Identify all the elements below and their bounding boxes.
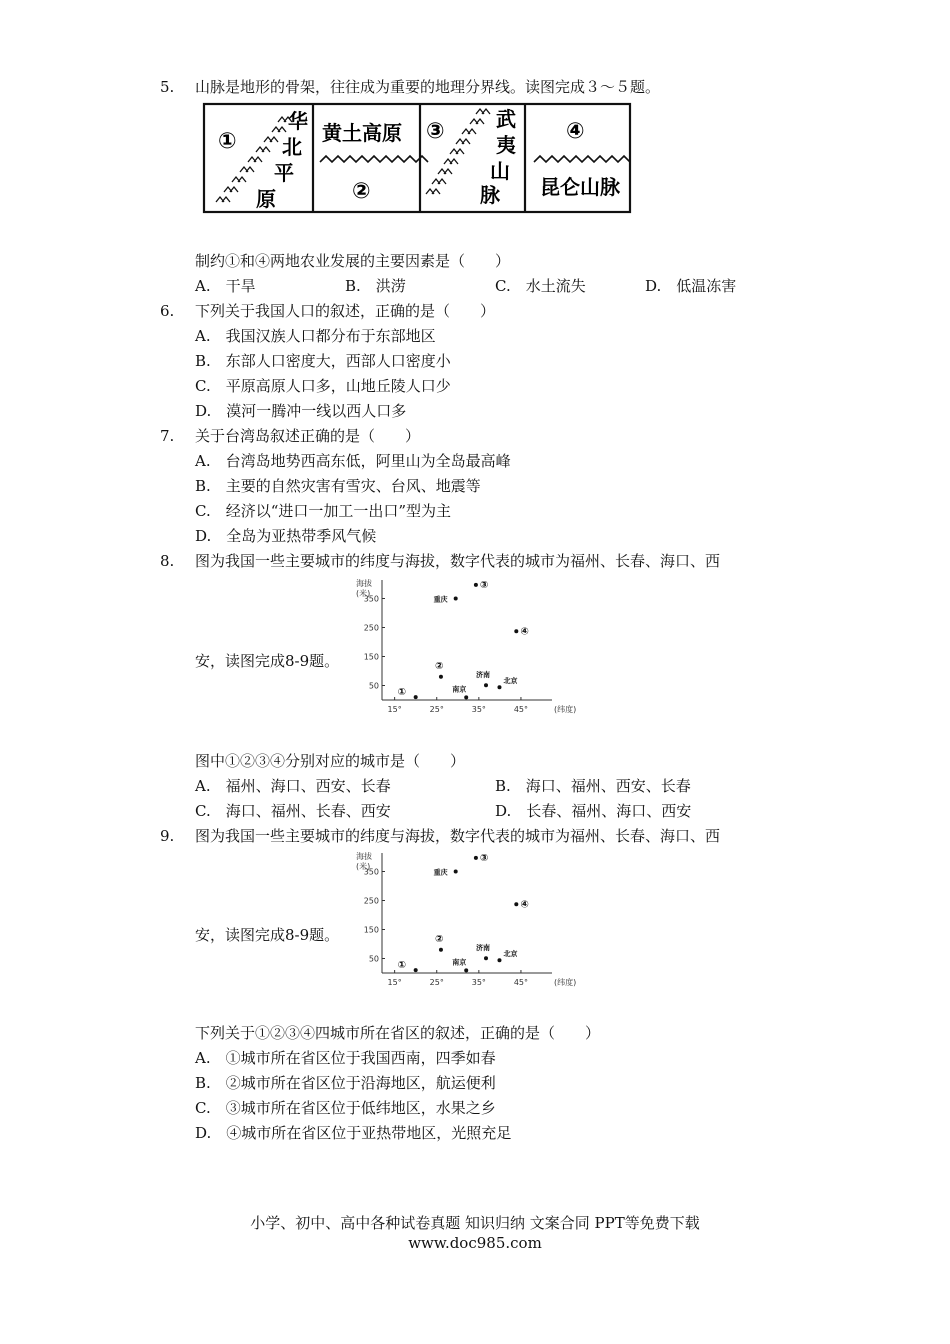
cell4-mark: ④: [566, 119, 585, 144]
data-point-label: 济南: [476, 944, 490, 953]
y-tick-label: 150: [363, 925, 379, 935]
q8-option-b: B. 海口、福州、西安、长春: [495, 777, 691, 795]
q5-option-d: D. 低温冻害: [645, 277, 737, 295]
q9-option-d: D. ④城市所在省区位于亚热带地区，光照充足: [195, 1124, 512, 1142]
data-point: [474, 583, 478, 587]
data-point-label: 南京: [452, 685, 467, 694]
y-tick-label: 250: [363, 623, 379, 633]
data-point: [439, 948, 443, 952]
data-point-label: 重庆: [433, 595, 448, 604]
q8-option-c: C. 海口、福州、长春、西安: [195, 802, 391, 820]
cell1-label: 原: [256, 187, 276, 211]
y-tick-label: 350: [363, 867, 379, 877]
q5-option-a: A. 干旱: [195, 277, 256, 295]
cell2-label: 黄土高原: [322, 121, 402, 145]
x-tick-label: 25°: [429, 705, 444, 714]
q9-stem-continued: 安，读图完成8-9题。: [195, 926, 340, 944]
y-axis-label: 海拔: [356, 579, 372, 588]
data-point-label: ①: [397, 687, 407, 699]
q7-number: 7.: [160, 427, 175, 445]
q9-option-a: A. ①城市所在省区位于我国西南，四季如春: [195, 1049, 496, 1067]
data-point: [514, 629, 518, 633]
y-tick-label: 350: [363, 594, 379, 604]
cell2-mark: ②: [352, 179, 371, 204]
q9-number: 9.: [160, 827, 175, 845]
latitude-elevation-chart: [352, 849, 582, 989]
cell3-label: 山: [490, 159, 510, 183]
data-point: [454, 870, 458, 874]
cell3-mark: ③: [426, 119, 445, 144]
data-point-label: 济南: [476, 671, 490, 680]
x-tick-label: 45°: [513, 978, 529, 987]
q6-number: 6.: [160, 302, 175, 320]
data-point: [474, 856, 478, 860]
q7-option-a: A. 台湾岛地势西高东低，阿里山为全岛最高峰: [195, 452, 511, 470]
data-point: [414, 695, 418, 699]
footer-ad-text: 小学、初中、高中各种试卷真题 知识归纳 文案合同 PPT等免费下载: [250, 1214, 700, 1232]
q8-number: 8.: [160, 552, 175, 570]
q8-stem: 图为我国一些主要城市的纬度与海拔，数字代表的城市为福州、长春、海口、西: [195, 552, 721, 570]
q7-stem: 关于台湾岛叙述正确的是（ ）: [195, 427, 421, 445]
q5-number: 5.: [160, 78, 175, 96]
x-tick-label: 25°: [429, 978, 444, 987]
data-point-label: 南京: [452, 958, 467, 967]
data-point-label: ②: [434, 660, 444, 672]
data-point: [484, 683, 488, 687]
cell1-label: 北: [282, 135, 302, 159]
q5-stem: 山脉是地形的骨架，往往成为重要的地理分界线。读图完成３～５题。: [195, 78, 661, 96]
q7-option-d: D. 全岛为亚热带季风气候: [195, 527, 377, 545]
q9-question: 下列关于①②③④四城市所在省区的叙述，正确的是（ ）: [195, 1024, 601, 1042]
data-point-label: ②: [434, 933, 444, 945]
q9-option-c: C. ③城市所在省区位于低纬地区，水果之乡: [195, 1099, 496, 1117]
q5-mountain-figure: [200, 98, 640, 218]
y-axis-label: (米): [356, 589, 371, 598]
data-point: [414, 968, 418, 972]
q6-stem: 下列关于我国人口的叙述，正确的是（ ）: [195, 302, 496, 320]
data-point-label: ①: [397, 960, 407, 972]
q8-option-a: A. 福州、海口、西安、长春: [195, 777, 391, 795]
cell3-label: 脉: [480, 183, 500, 207]
y-axis-label: 海拔: [356, 852, 372, 861]
y-tick-label: 50: [368, 681, 379, 691]
data-point-label: ④: [520, 899, 529, 911]
cell3-label: 武: [496, 107, 516, 131]
q8-stem-continued: 安，读图完成8-9题。: [195, 652, 340, 670]
cell1-label: 华: [288, 109, 308, 133]
q5-option-c: C. 水土流失: [495, 277, 586, 295]
data-point: [514, 902, 518, 906]
ridge-icon: [320, 156, 428, 162]
q5-option-b: B. 洪涝: [345, 277, 406, 295]
q8-option-d: D. 长春、福州、海口、西安: [495, 802, 692, 820]
y-axis-label: (米): [356, 862, 371, 871]
x-axis-label: (纬度): [554, 705, 577, 714]
latitude-elevation-chart: [352, 576, 582, 716]
data-point-label: 北京: [503, 677, 518, 686]
q6-option-c: C. 平原高原人口多，山地丘陵人口少: [195, 377, 451, 395]
x-tick-label: 45°: [513, 705, 529, 714]
q7-option-b: B. 主要的自然灾害有雪灾、台风、地震等: [195, 477, 481, 495]
y-tick-label: 50: [368, 954, 379, 964]
data-point: [484, 956, 488, 960]
data-point-label: ③: [479, 579, 489, 591]
data-point-label: 重庆: [433, 868, 448, 877]
x-tick-label: 35°: [471, 978, 486, 987]
x-tick-label: 15°: [387, 705, 402, 714]
data-point: [464, 968, 468, 972]
data-point: [497, 958, 501, 962]
q6-option-d: D. 漠河一腾冲一线以西人口多: [195, 402, 407, 420]
x-tick-label: 15°: [387, 978, 402, 987]
cell3-label: 夷: [496, 133, 516, 157]
x-tick-label: 35°: [471, 705, 486, 714]
x-axis-label: (纬度): [554, 978, 577, 987]
q5-question: 制约①和④两地农业发展的主要因素是（ ）: [195, 252, 511, 270]
cell1-label: 平: [274, 161, 294, 185]
footer-url: www.doc985.com: [408, 1234, 542, 1252]
cell4-label: 昆仑山脉: [540, 175, 620, 199]
data-point: [454, 597, 458, 601]
q9-option-b: B. ②城市所在省区位于沿海地区，航运便利: [195, 1074, 496, 1092]
data-point: [439, 675, 443, 679]
y-tick-label: 150: [363, 652, 379, 662]
data-point-label: 北京: [503, 950, 518, 959]
q6-option-b: B. 东部人口密度大，西部人口密度小: [195, 352, 451, 370]
y-tick-label: 250: [363, 896, 379, 906]
q8-question: 图中①②③④分别对应的城市是（ ）: [195, 752, 466, 770]
q6-option-a: A. 我国汉族人口都分布于东部地区: [195, 327, 436, 345]
data-point: [464, 695, 468, 699]
ridge-icon: [534, 156, 630, 162]
q9-stem: 图为我国一些主要城市的纬度与海拔，数字代表的城市为福州、长春、海口、西: [195, 827, 721, 845]
q7-option-c: C. 经济以“进口一加工一出口”型为主: [195, 502, 452, 520]
data-point-label: ④: [520, 626, 529, 638]
data-point: [497, 685, 501, 689]
cell1-mark: ①: [218, 129, 237, 154]
data-point-label: ③: [479, 852, 489, 864]
